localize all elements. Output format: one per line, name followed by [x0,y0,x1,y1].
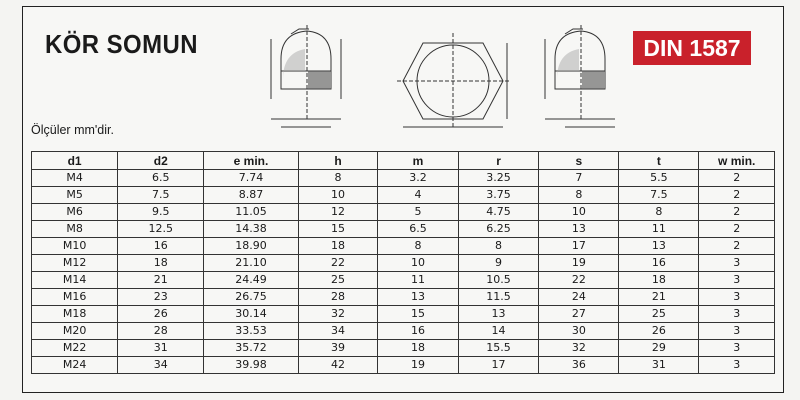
table-cell: 3 [699,357,775,374]
table-header-row [32,152,775,170]
table-cell: 2 [699,204,775,221]
table-row [32,323,775,340]
table-cell: 23 [118,289,204,306]
table-cell: 8 [619,204,699,221]
table-cell: M4 [32,170,118,187]
table-row [32,357,775,374]
table-cell: 34 [298,323,378,340]
table-cell: 3.2 [378,170,458,187]
table-cell: 28 [118,323,204,340]
table-body [32,170,775,374]
table-cell: M18 [32,306,118,323]
cap-nut-hex-top-view-icon [393,19,513,137]
column-header: d1 [32,152,118,170]
table-cell: 11 [619,221,699,238]
table-cell: 7 [539,170,619,187]
table-cell: 3 [699,289,775,306]
table-cell: 25 [298,272,378,289]
table-cell: 8 [378,238,458,255]
table-cell: 24 [539,289,619,306]
table-cell: 6.5 [118,170,204,187]
table-cell: M14 [32,272,118,289]
table-row [32,289,775,306]
table-cell: 26 [118,306,204,323]
table-cell: 10 [539,204,619,221]
table-cell: 17 [539,238,619,255]
table-cell: 13 [619,238,699,255]
table-cell: 13 [539,221,619,238]
table-cell: 9 [458,255,539,272]
table-cell: 36 [539,357,619,374]
table-cell: 15.5 [458,340,539,357]
table-cell: 21 [118,272,204,289]
table-cell: 32 [539,340,619,357]
table-cell: 14 [458,323,539,340]
table-cell: 3.25 [458,170,539,187]
table-cell: 10 [378,255,458,272]
table-row [32,204,775,221]
table-cell: 21 [619,289,699,306]
table-cell: 16 [118,238,204,255]
units-note: Ölçüler mm'dir. [31,123,114,137]
dimensions-table [31,151,775,374]
table-cell: 3 [699,272,775,289]
table-cell: 22 [539,272,619,289]
table-cell: 32 [298,306,378,323]
column-header: t [619,152,699,170]
column-header: s [539,152,619,170]
table-cell: 22 [298,255,378,272]
table-row [32,187,775,204]
table-cell: 16 [619,255,699,272]
table-row [32,340,775,357]
table-cell: 7.74 [204,170,298,187]
table-cell: 30 [539,323,619,340]
table-cell: 2 [699,187,775,204]
page-title: KÖR SOMUN [45,29,198,59]
table-cell: 30.14 [204,306,298,323]
table-cell: 12.5 [118,221,204,238]
table-row [32,238,775,255]
table-cell: M20 [32,323,118,340]
table-cell: 18 [118,255,204,272]
table-row [32,255,775,272]
table-cell: 19 [378,357,458,374]
table-cell: 3.75 [458,187,539,204]
table-cell: 4.75 [458,204,539,221]
table-cell: 2 [699,238,775,255]
table-cell: 18 [619,272,699,289]
table-cell: 3 [699,340,775,357]
table-cell: 6.25 [458,221,539,238]
table-cell: 16 [378,323,458,340]
table-cell: 3 [699,323,775,340]
table-cell: 29 [619,340,699,357]
table-cell: M8 [32,221,118,238]
table-cell: 5.5 [619,170,699,187]
table-cell: 15 [298,221,378,238]
column-header: r [458,152,539,170]
table-cell: 7.5 [118,187,204,204]
table-cell: 5 [378,204,458,221]
table-cell: 21.10 [204,255,298,272]
table-cell: 3 [699,306,775,323]
table-cell: 31 [619,357,699,374]
table-cell: 4 [378,187,458,204]
table-cell: 10 [298,187,378,204]
table-cell: M16 [32,289,118,306]
table-cell: 8 [539,187,619,204]
table-cell: 17 [458,357,539,374]
table-cell: 27 [539,306,619,323]
column-header: e min. [204,152,298,170]
table-cell: 9.5 [118,204,204,221]
table-cell: 8 [458,238,539,255]
table-cell: 14.38 [204,221,298,238]
table-row [32,170,775,187]
table-cell: 35.72 [204,340,298,357]
document-frame [22,6,784,393]
table-cell: 6.5 [378,221,458,238]
table-cell: 25 [619,306,699,323]
table-cell: 13 [458,306,539,323]
column-header: d2 [118,152,204,170]
table-row [32,221,775,238]
table-row [32,272,775,289]
table-cell: 3 [699,255,775,272]
table-cell: 18.90 [204,238,298,255]
table-cell: 39.98 [204,357,298,374]
table-cell: 31 [118,340,204,357]
table-cell: M24 [32,357,118,374]
table-cell: 11.05 [204,204,298,221]
table-cell: 24.49 [204,272,298,289]
table-cell: 42 [298,357,378,374]
table-cell: 2 [699,170,775,187]
table-cell: 28 [298,289,378,306]
cap-nut-side-view-variant-icon [535,19,625,137]
table-cell: 13 [378,289,458,306]
table-cell: 33.53 [204,323,298,340]
table-row [32,306,775,323]
cap-nut-side-view-icon [261,19,351,137]
table-cell: M6 [32,204,118,221]
column-header: m [378,152,458,170]
table-cell: M10 [32,238,118,255]
table-cell: M22 [32,340,118,357]
table-cell: 8.87 [204,187,298,204]
table-cell: 11.5 [458,289,539,306]
table-cell: M5 [32,187,118,204]
table-cell: 7.5 [619,187,699,204]
table-cell: M12 [32,255,118,272]
standard-badge: DIN 1587 [633,31,751,65]
column-header: w min. [699,152,775,170]
table-cell: 26 [619,323,699,340]
table-cell: 15 [378,306,458,323]
column-header: h [298,152,378,170]
table-cell: 10.5 [458,272,539,289]
table-cell: 11 [378,272,458,289]
table-cell: 8 [298,170,378,187]
table-cell: 26.75 [204,289,298,306]
table-cell: 34 [118,357,204,374]
table-cell: 19 [539,255,619,272]
table-cell: 18 [378,340,458,357]
table-cell: 2 [699,221,775,238]
table-cell: 39 [298,340,378,357]
table-cell: 12 [298,204,378,221]
table-cell: 18 [298,238,378,255]
